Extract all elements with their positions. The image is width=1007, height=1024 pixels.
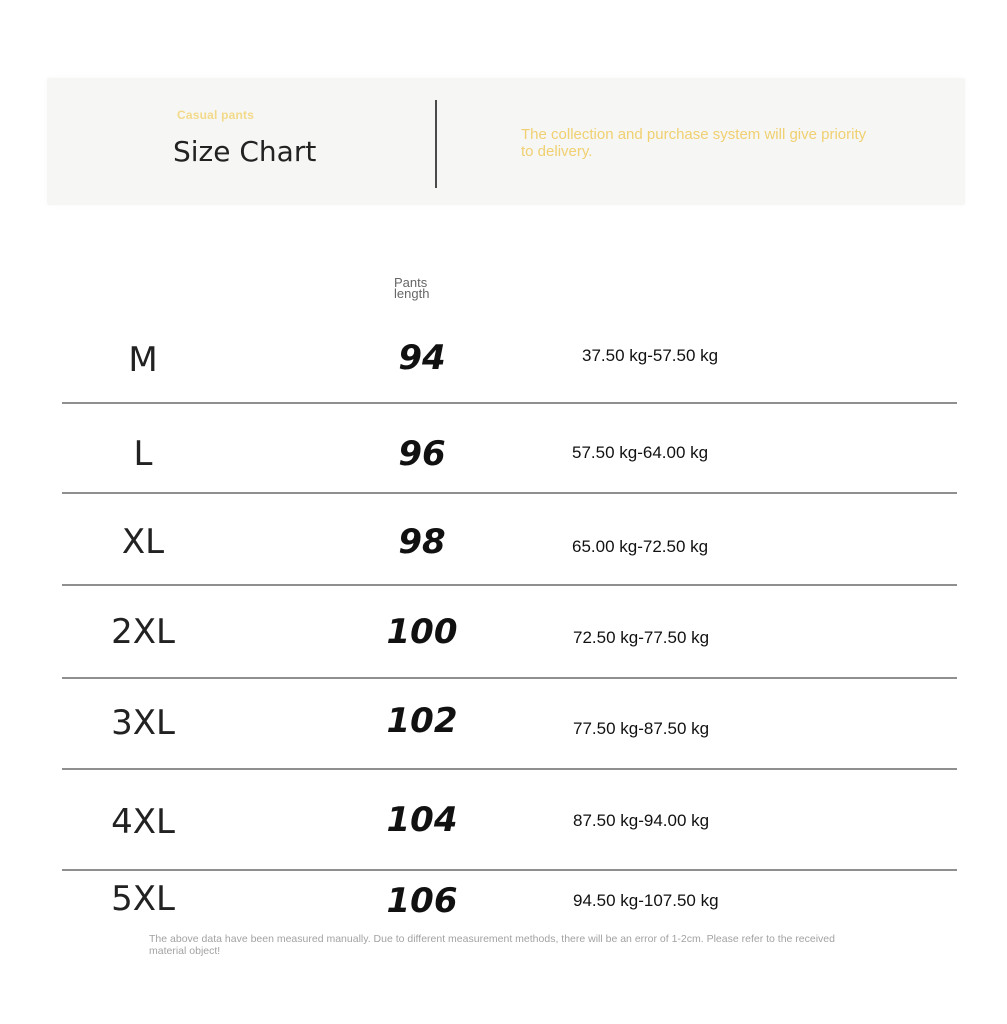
table-row [62, 494, 957, 584]
pants-length-value: 106 [386, 881, 458, 921]
size-label: XL [121, 522, 165, 562]
delivery-notice: The collection and purchase system will give priority to delivery. [521, 126, 867, 160]
measurement-footnote: The above data have been measured manually. Due to different measurement methods, there will be an error of 1-2cm. Please refer to the received material object! [149, 933, 835, 957]
pants-length-value: 104 [386, 800, 458, 840]
weight-range: 87.50 kg-94.00 kg [573, 811, 710, 830]
table-row [62, 404, 957, 494]
page-title: Size Chart [173, 135, 317, 168]
table-row [62, 679, 957, 769]
table-row [62, 586, 957, 676]
table-row [62, 770, 957, 860]
pants-length-value: 102 [386, 701, 458, 741]
pants-length-value: 98 [398, 522, 446, 562]
table-row [62, 314, 957, 404]
weight-range: 37.50 kg-57.50 kg [582, 346, 719, 365]
header-divider [435, 100, 437, 188]
column-header-pants-length: Pants length [394, 275, 430, 301]
size-label: M [128, 340, 158, 380]
pants-length-value: 94 [398, 338, 446, 378]
header-subtitle: Casual pants [177, 108, 255, 122]
pants-length-value: 100 [386, 612, 458, 652]
weight-range: 72.50 kg-77.50 kg [573, 628, 710, 647]
weight-range: 57.50 kg-64.00 kg [572, 443, 709, 462]
size-label: L [133, 434, 153, 474]
size-label: 4XL [111, 802, 175, 842]
size-label: 2XL [111, 612, 175, 652]
weight-range: 94.50 kg-107.50 kg [573, 891, 719, 910]
weight-range: 77.50 kg-87.50 kg [573, 719, 710, 738]
pants-length-value: 96 [398, 434, 446, 474]
weight-range: 65.00 kg-72.50 kg [572, 537, 709, 556]
size-label: 5XL [111, 879, 175, 919]
size-label: 3XL [111, 703, 175, 743]
